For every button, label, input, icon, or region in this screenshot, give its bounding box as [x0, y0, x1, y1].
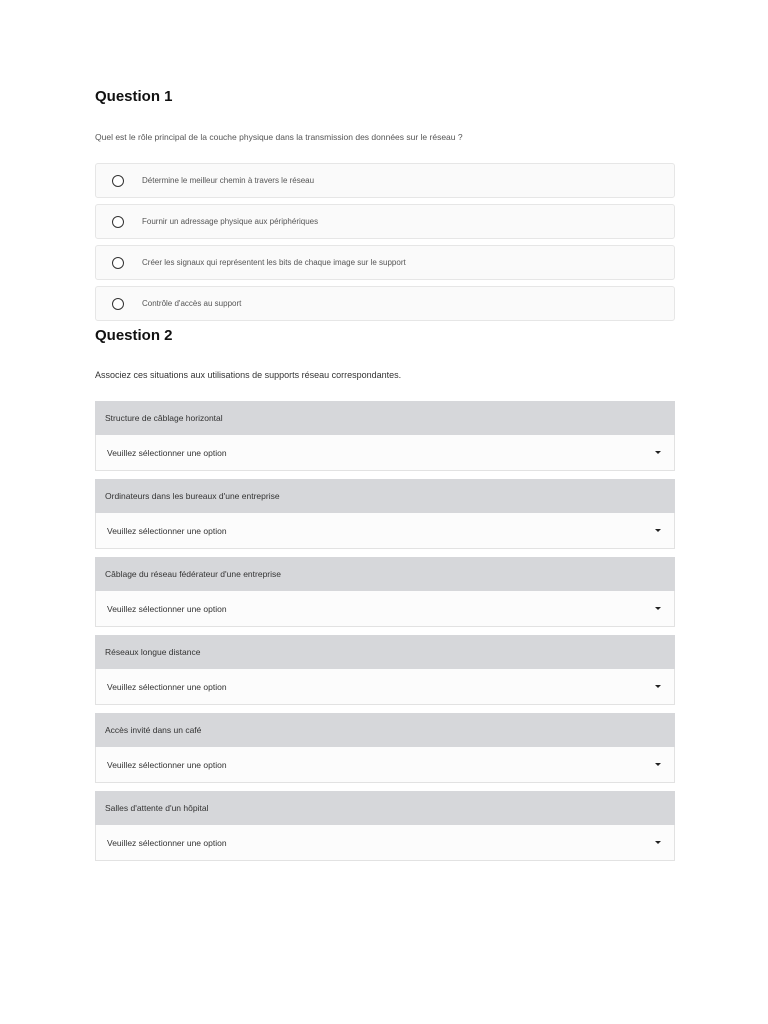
option-select-value: Veuillez sélectionner une option	[107, 759, 227, 770]
matching-item	[95, 401, 675, 471]
matching-item	[95, 557, 675, 627]
matching-item-label: Structure de câblage horizontal	[95, 401, 675, 435]
caret-down-icon[interactable]	[655, 763, 661, 766]
matching-item-label: Ordinateurs dans les bureaux d'une entreprise	[95, 479, 675, 513]
option-select-value: Veuillez sélectionner une option	[107, 837, 227, 848]
radio-button-icon[interactable]	[112, 257, 124, 269]
option-select[interactable]	[95, 747, 675, 783]
matching-item	[95, 713, 675, 783]
question-1-title: Question 1	[95, 88, 173, 105]
question-2-matching-list	[95, 401, 675, 869]
option-select[interactable]	[95, 513, 675, 549]
option-select-value: Veuillez sélectionner une option	[107, 447, 227, 458]
caret-down-icon[interactable]	[655, 607, 661, 610]
matching-item-label: Réseaux longue distance	[95, 635, 675, 669]
option-select-value: Veuillez sélectionner une option	[107, 603, 227, 614]
matching-item-label: Salles d'attente d'un hôpital	[95, 791, 675, 825]
answer-option-label: Détermine le meilleur chemin à travers le réseau	[142, 176, 315, 185]
caret-down-icon[interactable]	[655, 529, 661, 532]
matching-item	[95, 479, 675, 549]
caret-down-icon[interactable]	[655, 685, 661, 688]
caret-down-icon[interactable]	[655, 451, 661, 454]
matching-item-label: Accès invité dans un café	[95, 713, 675, 747]
option-select[interactable]	[95, 669, 675, 705]
option-select-value: Veuillez sélectionner une option	[107, 525, 227, 536]
matching-item-label: Câblage du réseau fédérateur d'une entreprise	[95, 557, 675, 591]
answer-option-label: Contrôle d'accès au support	[142, 299, 242, 308]
answer-option[interactable]	[95, 286, 675, 321]
question-2-title: Question 2	[95, 327, 173, 344]
answer-option[interactable]	[95, 204, 675, 239]
caret-down-icon[interactable]	[655, 841, 661, 844]
matching-item	[95, 635, 675, 705]
radio-button-icon[interactable]	[112, 298, 124, 310]
question-1-options	[95, 163, 675, 327]
option-select[interactable]	[95, 591, 675, 627]
answer-option[interactable]	[95, 163, 675, 198]
question-1-prompt: Quel est le rôle principal de la couche physique dans la transmission des données sur le réseau ?	[95, 132, 463, 142]
option-select[interactable]	[95, 435, 675, 471]
answer-option-label: Créer les signaux qui représentent les bits de chaque image sur le support	[142, 258, 406, 267]
option-select-value: Veuillez sélectionner une option	[107, 681, 227, 692]
radio-button-icon[interactable]	[112, 216, 124, 228]
question-2-prompt: Associez ces situations aux utilisations de supports réseau correspondantes.	[95, 370, 402, 380]
answer-option-label: Fournir un adressage physique aux périphériques	[142, 217, 319, 226]
radio-button-icon[interactable]	[112, 175, 124, 187]
matching-item	[95, 791, 675, 861]
answer-option[interactable]	[95, 245, 675, 280]
option-select[interactable]	[95, 825, 675, 861]
